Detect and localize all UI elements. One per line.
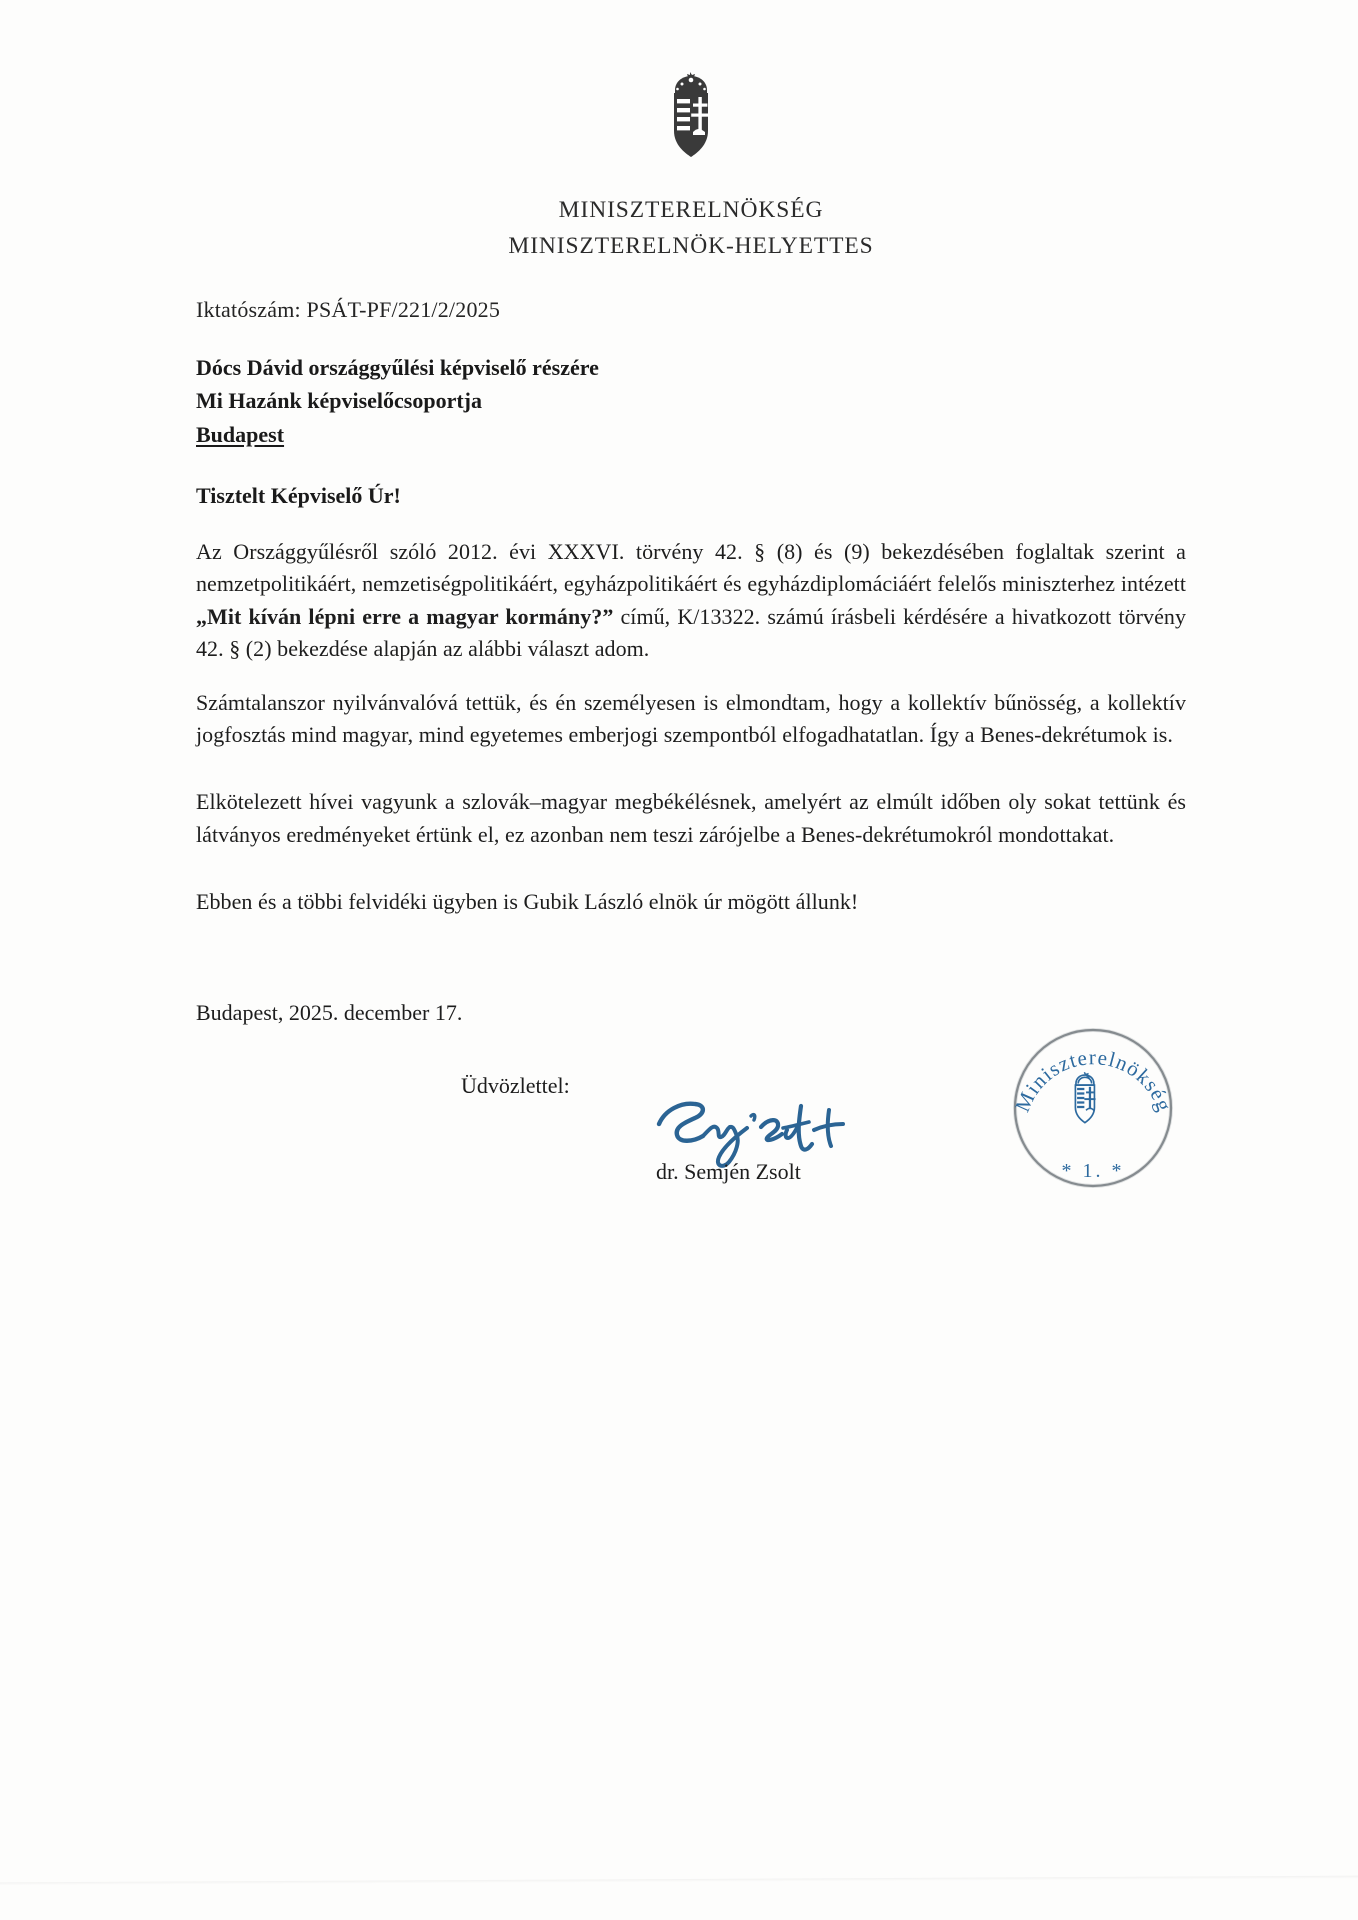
addressee-block <box>196 351 599 451</box>
salutation: Tisztelt Képviselő Úr! <box>196 483 401 508</box>
paragraph-1 <box>196 536 1186 666</box>
paragraph-2: Számtalanszor nyilvánvalóvá tettük, és én személyesen is elmondtam, hogy a kollektív bűnösség, a kollektív jogfosztás mind magyar, mind egyetemes emberjogi szempontból elfogadhatatlan. Így a Benes-dekrétumok is. <box>196 689 1186 748</box>
official-stamp <box>1001 1014 1186 1199</box>
addressee-group: Mi Hazánk képviselőcsoportja <box>196 388 482 414</box>
hungarian-coat-of-arms-icon <box>659 70 723 166</box>
stamp-bottom-text: * 1. * <box>1061 1160 1125 1182</box>
question-title-quote: „Mit kíván lépni erre a magyar kormány?” <box>196 603 614 629</box>
dateline: Budapest, 2025. december 17. <box>196 1000 463 1025</box>
paragraph-1-part-a: Az Országgyűlésről szóló 2012. évi XXXVI. törvény 42. § (8) és (9) bekezdésében foglaltak szerint a nemzetpolitikáért, nemzetiségpolitikáért, egyházpolitikáért és egyházdiplomáciáért felelős miniszterhez intézett <box>196 539 1186 597</box>
signatory-name: dr. Semjén Zsolt <box>656 1159 801 1184</box>
paragraph-4: Ebben és a többi felvidéki ügyben is Gubik László elnök úr mögött állunk! <box>196 889 859 915</box>
addressee-name: Dócs Dávid országgyűlési képviselő részére <box>196 355 599 380</box>
letterhead <box>196 70 1186 265</box>
svg-text:Miniszterelnökség <box>1010 1045 1177 1115</box>
paragraph-3: Elkötelezett hívei vagyunk a szlovák–magyar megbékélésnek, amelyért az elmúlt időben oly sokat tettünk és látványos eredményeket értünk el, ez azonban nem teszi zárójelbe a Benes-dekrétumokról mondottakat. <box>196 789 1186 847</box>
org-name-ministry: MINISZTERELNÖKSÉG <box>558 197 824 223</box>
org-name-role: MINISZTERELNÖK-HELYETTES <box>508 233 874 260</box>
addressee-city: Budapest <box>196 421 285 447</box>
stamp-arc-text: Miniszterelnökség <box>1010 1045 1177 1116</box>
reference-number: Iktatószám: PSÁT-PF/221/2/2025 <box>196 297 501 322</box>
closing-greeting: Üdvözlettel: <box>461 1073 570 1098</box>
paragraph-1-part-b: című, K/13322. számú írásbeli kérdésére a hivatkozott törvény 42. § (2) bekezdése alapján az alábbi választ adom. <box>196 603 1186 662</box>
letter-body <box>196 536 1186 940</box>
